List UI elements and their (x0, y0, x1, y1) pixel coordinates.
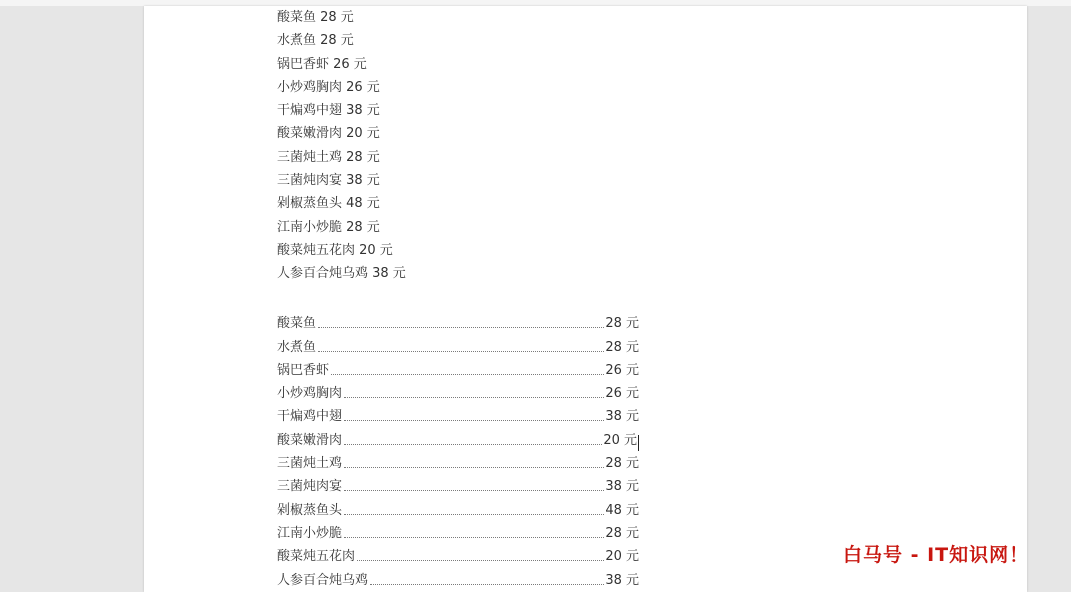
menu-line[interactable]: 酸菜鱼 28 元 (277, 10, 354, 25)
toc-line[interactable] (277, 334, 639, 357)
dot-leader (318, 351, 604, 352)
menu-plain-list (277, 8, 406, 288)
dish-price: 28 元 (605, 339, 639, 355)
dish-name: 酸菜嫩滑肉 (277, 432, 343, 448)
dot-leader (344, 537, 604, 538)
toc-line[interactable] (277, 451, 639, 474)
dish-name: 三菌炖土鸡 (277, 456, 343, 472)
menu-line[interactable]: 酸菜炖五花肉 20 元 (277, 242, 393, 258)
dot-leader (357, 560, 604, 561)
dish-name: 干煸鸡中翅 (277, 409, 343, 425)
dish-price: 20 元 (603, 432, 637, 448)
dish-price: 26 元 (605, 386, 639, 402)
dish-name: 江南小炒脆 (277, 525, 343, 541)
dish-price: 28 元 (605, 525, 639, 541)
text-cursor (638, 435, 639, 451)
menu-line[interactable]: 小炒鸡胸肉 26 元 (277, 79, 380, 95)
dot-leader (344, 420, 604, 421)
menu-line[interactable]: 水煮鱼 28 元 (277, 33, 354, 49)
dish-name: 酸菜炖五花肉 (277, 549, 356, 565)
toc-line[interactable] (277, 358, 639, 381)
menu-line[interactable]: 锅巴香虾 26 元 (277, 56, 367, 72)
dish-name: 水煮鱼 (277, 339, 317, 355)
toc-line[interactable] (277, 521, 639, 544)
toc-line[interactable] (277, 567, 639, 590)
dot-leader (344, 397, 604, 398)
dish-name: 剁椒蒸鱼头 (277, 502, 343, 518)
dot-leader (370, 584, 604, 585)
dish-name: 人参百合炖乌鸡 (277, 572, 369, 588)
dish-price: 28 元 (605, 456, 639, 472)
toc-line[interactable] (277, 474, 639, 497)
site-watermark: 白马号 - IT知识网！ (843, 544, 1030, 566)
dish-price: 38 元 (605, 479, 639, 495)
dot-leader (344, 467, 604, 468)
toc-line[interactable] (277, 497, 639, 520)
dot-leader (318, 327, 604, 328)
dot-leader (344, 514, 604, 515)
dish-price: 48 元 (605, 502, 639, 518)
dish-name: 酸菜鱼 (277, 316, 317, 332)
menu-line[interactable]: 三菌炖肉宴 38 元 (277, 173, 380, 189)
dish-name: 锅巴香虾 (277, 362, 330, 378)
dish-name: 小炒鸡胸肉 (277, 386, 343, 402)
menu-line[interactable]: 三菌炖土鸡 28 元 (277, 149, 380, 165)
dish-price: 26 元 (605, 362, 639, 378)
toc-line[interactable] (277, 544, 639, 567)
toc-line[interactable] (277, 404, 639, 427)
menu-line[interactable]: 人参百合炖乌鸡 38 元 (277, 266, 406, 282)
dish-price: 28 元 (605, 316, 639, 332)
dot-leader (344, 490, 604, 491)
dish-price: 38 元 (605, 409, 639, 425)
dish-name: 三菌炖肉宴 (277, 479, 343, 495)
menu-line[interactable]: 酸菜嫩滑肉 20 元 (277, 126, 380, 142)
dish-price: 38 元 (605, 572, 639, 588)
menu-toc-list (277, 311, 639, 591)
menu-line[interactable]: 干煸鸡中翅 38 元 (277, 103, 380, 119)
menu-line[interactable]: 剁椒蒸鱼头 48 元 (277, 196, 380, 212)
menu-line[interactable]: 江南小炒脆 28 元 (277, 219, 380, 235)
toc-line[interactable] (277, 427, 639, 450)
dot-leader (344, 444, 602, 445)
document-page[interactable] (144, 6, 1030, 592)
dish-price: 20 元 (605, 549, 639, 565)
toc-line[interactable] (277, 381, 639, 404)
dot-leader (331, 374, 604, 375)
toc-line[interactable] (277, 311, 639, 334)
